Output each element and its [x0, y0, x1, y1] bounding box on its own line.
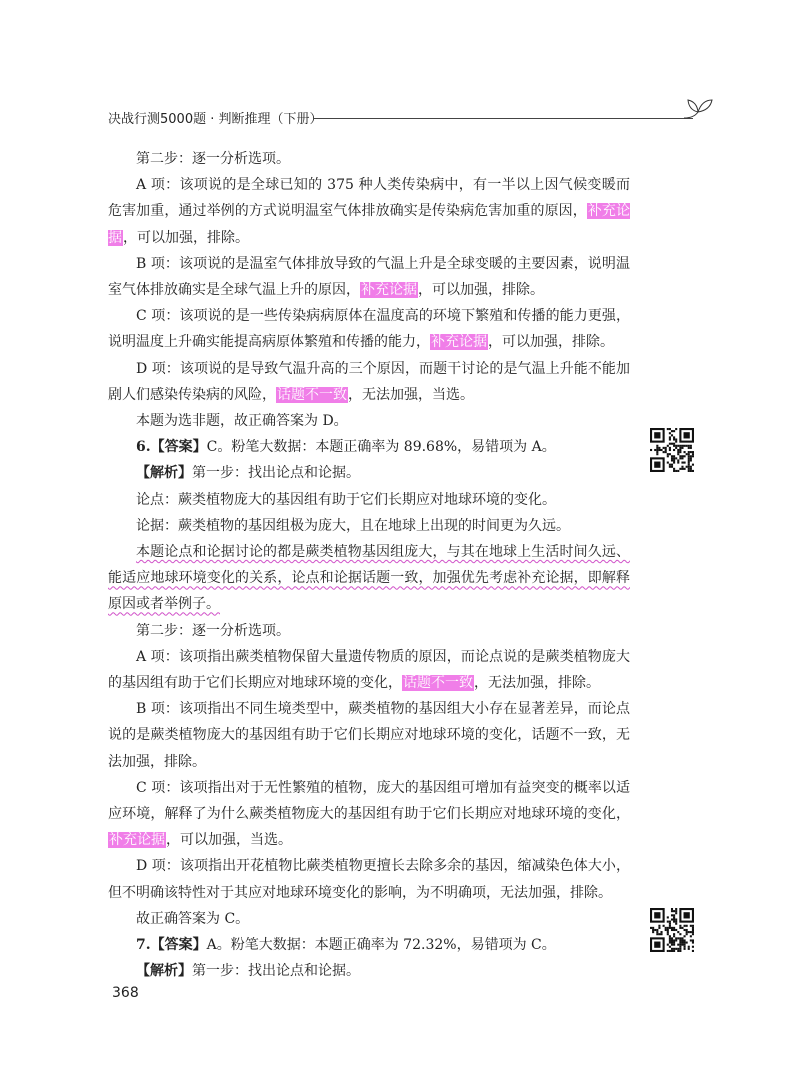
book-title: 决战行测5000题 · 判断推理（下册）: [108, 112, 323, 127]
page-number: 368: [112, 985, 139, 1001]
paragraph: [108, 146, 630, 172]
text-segment: 第一步：找出论点和论据。: [192, 963, 360, 980]
qr-code-icon[interactable]: [650, 428, 694, 472]
bracket-label: 【解析】: [136, 465, 192, 482]
paragraph: [108, 172, 630, 251]
page-header: [108, 108, 708, 128]
text-segment: 第二步：逐一分析选项。: [136, 622, 290, 639]
paragraph: [108, 932, 630, 958]
text-segment: 第一步：找出论点和论据。: [192, 465, 360, 482]
text-segment: ，可以加强，排除。: [488, 334, 614, 351]
sprout-icon: [680, 92, 716, 122]
text-segment: ，可以加强，当选。: [166, 832, 292, 849]
underlined-text: 本题论点和论据讨论的都是蕨类植物基因组庞大，与其在地球上生活时间久远、能适应地球环境变化的关系，论点和论据话题一致，加强优先考虑补充论据，即解释原因或者举例子。: [108, 544, 630, 613]
highlight-tag: 补充论据: [431, 334, 487, 351]
text-segment: 论点：蕨类植物庞大的基因组有助于它们长期应对地球环境的变化。: [136, 491, 556, 508]
bracket-label: 【解析】: [136, 963, 192, 980]
paragraph: [108, 853, 630, 905]
text-segment: A 项：该项说的是全球已知的 375 种人类传染病中，有一半以上因气候变暖而危害加重，通过举例的方式说明温室气体排放确实是传染病危害加重的原因，: [108, 177, 630, 220]
text-segment: C 项：该项指出对于无性繁殖的植物，庞大的基因组可增加有益突变的概率以适应环境，解释了为什么蕨类植物庞大的基因组有助于它们长期应对地球环境的变化，: [108, 779, 630, 823]
paragraph: [108, 251, 630, 303]
highlight-tag: 话题不一致: [403, 675, 473, 692]
text-segment: ，无法加强，排除。: [474, 675, 600, 692]
paragraph: [108, 539, 630, 618]
text-segment: ，无法加强，当选。: [348, 386, 474, 403]
highlight-tag: 话题不一致: [277, 386, 347, 403]
text-segment: B 项：该项指出不同生境类型中，蕨类植物的基因组大小存在显著差异，而论点说的是蕨类植物庞大的基因组有助于它们长期应对地球环境的变化，话题不一致，无法加强，排除。: [108, 701, 630, 770]
paragraph: [108, 303, 630, 355]
paragraph: [108, 460, 630, 486]
highlight-tag: 补充论据: [361, 282, 417, 299]
paragraph: [108, 513, 630, 539]
text-segment: 本题为选非题，故正确答案为 D。: [136, 413, 348, 430]
paragraph: [108, 618, 630, 644]
text-segment: 论据：蕨类植物的基因组极为庞大，且在地球上出现的时间更为久远。: [136, 517, 570, 534]
paragraph: [108, 434, 630, 460]
text-segment: D 项：该项指出开花植物比蕨类植物更擅长去除多余的基因，缩减染色体大小，但不明确该特性对于其应对地球环境变化的影响，为不明确项，无法加强，排除。: [108, 858, 630, 901]
text-segment: C 项：该项说的是一些传染病病原体在温度高的环境下繁殖和传播的能力更强，说明温度上升确实能提高病原体繁殖和传播的能力，: [108, 308, 630, 351]
bracket-label: 6.【答案】: [136, 439, 207, 456]
text-segment: D 项：该项说的是导致气温升高的三个原因，而题干讨论的是气温上升能不能加剧人们感染传染病的风险，: [108, 360, 630, 403]
text-segment: ，可以加强，排除。: [123, 229, 249, 246]
text-segment: ，可以加强，排除。: [418, 282, 544, 299]
text-segment: 第二步：逐一分析选项。: [136, 151, 290, 167]
header-rule: [313, 118, 693, 119]
qr-code-icon[interactable]: [650, 908, 694, 952]
paragraph: [108, 958, 630, 984]
text-segment: B 项：该项说的是温室气体排放导致的气温上升是全球变暖的主要因素，说明温室气体排放确实是全球气温上升的原因，: [108, 255, 630, 299]
paragraph: [108, 696, 630, 775]
main-text: [108, 146, 630, 985]
paragraph: [108, 906, 630, 932]
text-segment: C。粉笔大数据：本题正确率为 89.68%，易错项为 A。: [206, 439, 556, 456]
text-segment: 故正确答案为 C。: [136, 910, 250, 927]
paragraph: [108, 775, 630, 854]
paragraph: [108, 356, 630, 408]
paragraph: [108, 487, 630, 513]
highlight-tag: 补充论据: [109, 832, 165, 849]
bracket-label: 7.【答案】: [136, 937, 207, 954]
text-segment: A 项：该项指出蕨类植物保留大量遗传物质的原因，而论点说的是蕨类植物庞大的基因组有助于它们长期应对地球环境的变化，: [108, 648, 630, 692]
text-segment: A。粉笔大数据：本题正确率为 72.32%，易错项为 C。: [206, 937, 556, 954]
highlight-tag: 补充论据: [108, 203, 631, 246]
paragraph: [108, 644, 630, 696]
paragraph: [108, 408, 630, 434]
